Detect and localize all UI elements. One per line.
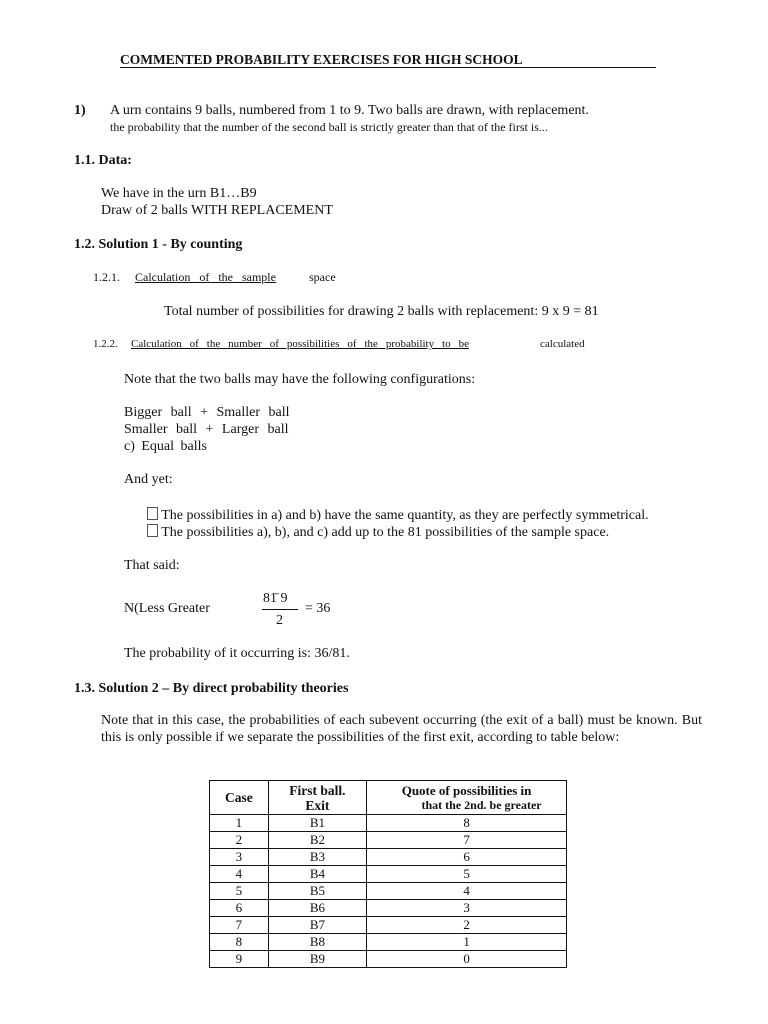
subsection-number: 1.2.1. (93, 270, 120, 284)
solution2-heading: 1.3. Solution 2 – By direct probability theories (74, 681, 349, 696)
cell-case: 1 (210, 815, 269, 832)
cell-ball: B3 (268, 849, 366, 866)
cell-case: 6 (210, 900, 269, 917)
data-line1: We have in the urn B1…B9 (101, 186, 257, 201)
subsection-title: Calculation of the sample (135, 270, 276, 284)
subsection-title-tail: calculated (540, 338, 585, 350)
solution1-heading: 1.2. Solution 1 - By counting (74, 237, 243, 252)
formula-result: = 36 (305, 601, 331, 616)
that-said-label: That said: (124, 558, 180, 573)
title-underline (120, 67, 656, 68)
table-row (210, 951, 567, 968)
header-first-ball-line1: First ball. (289, 782, 346, 798)
config-b: Smaller ball + Larger ball (124, 422, 289, 437)
subsection-title: Calculation of the number of possibilities of the probability to be (131, 338, 469, 350)
header-quote-line2: that the 2nd. be greater (421, 797, 542, 812)
formula-numerator: 81̄ 9 (263, 591, 288, 606)
table-header-row (210, 781, 567, 815)
cell-case: 9 (210, 951, 269, 968)
cell-quote: 6 (367, 849, 567, 866)
bullet-item (147, 524, 609, 541)
cell-case: 8 (210, 934, 269, 951)
header-first-ball (268, 781, 366, 815)
exercise-statement-line1: A urn contains 9 balls, numbered from 1 to 9. Two balls are drawn, with replacement. (110, 103, 589, 118)
bullet-item (147, 507, 649, 524)
probability-result: The probability of it occurring is: 36/81. (124, 646, 350, 661)
cell-case: 3 (210, 849, 269, 866)
cell-ball: B5 (268, 883, 366, 900)
header-quote (367, 781, 567, 815)
config-a: Bigger ball + Smaller ball (124, 405, 290, 420)
possibilities-table (209, 780, 567, 968)
subsection-title-tail: space (309, 270, 336, 284)
cell-ball: B6 (268, 900, 366, 917)
cell-case: 4 (210, 866, 269, 883)
fraction-bar (262, 609, 298, 610)
data-heading: 1.1. Data: (74, 153, 132, 168)
table-row (210, 934, 567, 951)
cell-case: 7 (210, 917, 269, 934)
cell-ball: B2 (268, 832, 366, 849)
config-c: c) Equal balls (124, 439, 207, 454)
data-line2: Draw of 2 balls WITH REPLACEMENT (101, 203, 333, 218)
formula-left-text: N(Less Greater (124, 601, 210, 616)
cell-ball: B8 (268, 934, 366, 951)
cell-quote: 0 (367, 951, 567, 968)
cell-quote: 5 (367, 866, 567, 883)
bullet-box-icon (147, 507, 158, 520)
cell-case: 5 (210, 883, 269, 900)
bullet-text: The possibilities in a) and b) have the same quantity, as they are perfectly symmetrical. (158, 508, 649, 523)
table-row (210, 866, 567, 883)
table-row (210, 900, 567, 917)
table-row (210, 917, 567, 934)
table-row (210, 883, 567, 900)
configurations-note: Note that the two balls may have the following configurations: (124, 372, 476, 387)
cell-ball: B1 (268, 815, 366, 832)
bullet-text: The possibilities a), b), and c) add up to the 81 possibilities of the sample space. (158, 525, 610, 540)
cell-quote: 3 (367, 900, 567, 917)
bullet-box-icon (147, 524, 158, 537)
table-row (210, 832, 567, 849)
formula-denominator: 2 (276, 613, 283, 628)
cell-ball: B9 (268, 951, 366, 968)
header-case: Case (210, 781, 269, 815)
cell-quote: 8 (367, 815, 567, 832)
exercise-number: 1) (74, 103, 86, 118)
table-row (210, 815, 567, 832)
cell-quote: 7 (367, 832, 567, 849)
exercise-statement-line2: the probability that the number of the second ball is strictly greater than that of the first is... (110, 120, 548, 134)
header-quote-line1: Quote of possibilities in (401, 782, 532, 798)
and-yet-label: And yet: (124, 472, 173, 487)
cell-quote: 2 (367, 917, 567, 934)
page-title: COMMENTED PROBABILITY EXERCISES FOR HIGH SCHOOL (120, 52, 523, 67)
cell-quote: 1 (367, 934, 567, 951)
subsection-number: 1.2.2. (93, 338, 118, 350)
cell-case: 2 (210, 832, 269, 849)
table-row (210, 849, 567, 866)
formula-left (124, 601, 210, 617)
cell-ball: B4 (268, 866, 366, 883)
cell-ball: B7 (268, 917, 366, 934)
cell-quote: 4 (367, 883, 567, 900)
sample-space-total: Total number of possibilities for drawing 2 balls with replacement: 9 x 9 = 81 (164, 304, 599, 319)
header-first-ball-line2: Exit (305, 797, 330, 813)
solution2-paragraph: Note that in this case, the probabilities of each subevent occurring (the exit of a ball) must be known. But this is only possible if we separate the possibilities of the first exit, according to table below: (101, 713, 702, 745)
